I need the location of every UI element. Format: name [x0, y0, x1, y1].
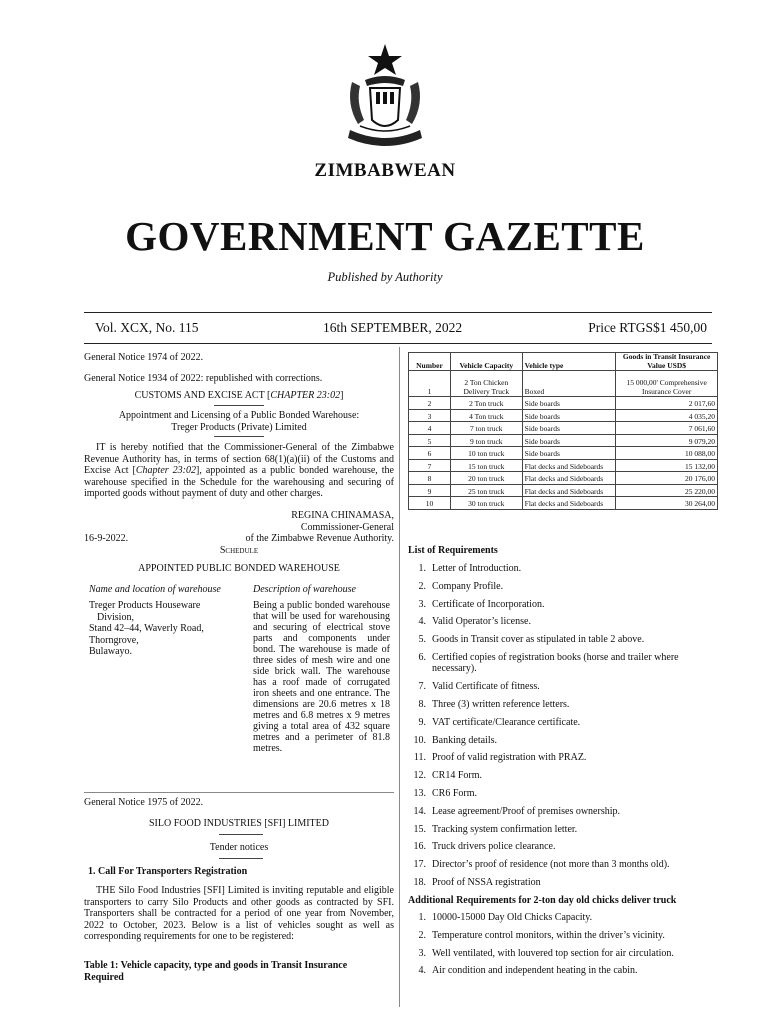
list-item-number: 4. [418, 616, 426, 628]
list-item-text: CR14 Form. [432, 770, 483, 782]
list-item [408, 965, 724, 976]
schedule-col-description-header: Description of warehouse [253, 584, 356, 595]
call-for-transporters-heading: 1. Call For Transporters Registration [88, 866, 248, 877]
table-row [409, 459, 718, 472]
list-item-text: Company Profile. [432, 580, 504, 592]
divider [219, 858, 263, 859]
row-number: 9 [409, 484, 451, 497]
row-insurance-value: 7 061,60 [616, 422, 718, 435]
list-item-text: Valid Operator’s license. [432, 616, 531, 628]
row-number: 2 [409, 397, 451, 410]
list-item [408, 770, 724, 781]
list-item-text: Three (3) written reference letters. [432, 698, 570, 710]
header-vehicle-capacity: Vehicle Capacity [450, 353, 522, 371]
row-number: 3 [409, 409, 451, 422]
list-item [408, 581, 724, 592]
list-item-text: Valid Certificate of fitness. [432, 681, 540, 693]
header-number: Number [409, 353, 451, 371]
row-vehicle-capacity: 7 ton truck [450, 422, 522, 435]
row-vehicle-type: Side boards [522, 397, 616, 410]
notice-1974-heading: General Notice 1974 of 2022. [84, 352, 204, 363]
list-item [408, 930, 724, 941]
row-vehicle-type: Side boards [522, 409, 616, 422]
schedule-label: Schedule [219, 545, 259, 556]
list-item-number: 13. [413, 787, 426, 799]
row-vehicle-type: Flat decks and Sideboards [522, 472, 616, 485]
coat-of-arms-emblem [340, 42, 430, 154]
list-item [408, 616, 724, 627]
table-row [409, 409, 718, 422]
list-item-number: 10. [413, 734, 426, 746]
list-item-text: Lease agreement/Proof of premises ownership. [432, 805, 620, 817]
row-vehicle-capacity: 15 ton truck [450, 459, 522, 472]
list-item-number: 18. [413, 876, 426, 888]
list-item [408, 652, 724, 675]
header-insurance-value: Goods in Transit Insurance Value USD$ [616, 353, 718, 371]
row-insurance-value: 25 220,00 [616, 484, 718, 497]
table-header-row [409, 353, 718, 371]
row-number: 1 [409, 371, 451, 397]
list-item-number: 5. [418, 634, 426, 646]
list-item-number: 8. [418, 698, 426, 710]
row-vehicle-type: Side boards [522, 434, 616, 447]
divider [214, 436, 264, 437]
list-item-number: 15. [413, 823, 426, 835]
row-insurance-value: 20 176,00 [616, 472, 718, 485]
row-number: 6 [409, 447, 451, 460]
list-item [408, 841, 724, 852]
list-item-number: 3. [418, 598, 426, 610]
list-item-text: 10000-15000 Day Old Chicks Capacity. [432, 912, 593, 923]
list-item-number: 14. [413, 805, 426, 817]
list-item-number: 1. [418, 912, 426, 923]
list-item [408, 859, 724, 870]
row-vehicle-capacity: 2 Ton truck [450, 397, 522, 410]
gazette-title: GOVERNMENT GAZETTE [125, 213, 645, 259]
row-insurance-value: 15 132,00 [616, 459, 718, 472]
row-vehicle-type: Flat decks and Sideboards [522, 497, 616, 510]
list-item [408, 634, 724, 645]
list-item-text: VAT certificate/Clearance certificate. [432, 716, 581, 728]
volume-number: Vol. XCX, No. 115 [95, 320, 199, 335]
signature-block: REGINA CHINAMASA, Commissioner-General [291, 510, 394, 533]
list-item-text: Letter of Introduction. [432, 563, 522, 574]
row-vehicle-capacity: 25 ton truck [450, 484, 522, 497]
table-row [409, 447, 718, 460]
column-divider [399, 347, 400, 1007]
row-number: 5 [409, 434, 451, 447]
vehicle-capacity-table [408, 352, 718, 510]
row-vehicle-type: Side boards [522, 422, 616, 435]
row-vehicle-capacity: 9 ton truck [450, 434, 522, 447]
list-item-number: 4. [418, 965, 426, 977]
list-item [408, 824, 724, 835]
list-item-number: 2. [418, 929, 426, 941]
list-item-number: 12. [413, 770, 426, 782]
notice-1975-heading: General Notice 1975 of 2022. [84, 797, 204, 808]
table-1-caption: Table 1: Vehicle capacity, type and goods in Transit Insurance Required [84, 960, 348, 983]
sfi-company-name: SILO FOOD INDUSTRIES [SFI] LIMITED [149, 818, 329, 829]
row-vehicle-capacity: 10 ton truck [450, 447, 522, 460]
row-insurance-value: 2 017,60 [616, 397, 718, 410]
list-item-text: Certificate of Incorporation. [432, 598, 545, 610]
row-number: 10 [409, 497, 451, 510]
row-insurance-value: 15 000,00' Comprehensive Insurance Cover [616, 371, 718, 397]
list-item-text: Temperature control monitors, within the driver’s vicinity. [432, 929, 665, 941]
list-item [408, 806, 724, 817]
list-item-number: 16. [413, 841, 426, 853]
list-item [408, 735, 724, 746]
list-item-number: 11. [413, 752, 426, 764]
list-item-number: 7. [418, 681, 426, 693]
row-insurance-value: 9 079,20 [616, 434, 718, 447]
schedule-title: APPOINTED PUBLIC BONDED WAREHOUSE [138, 563, 340, 574]
schedule-col-name-header: Name and location of warehouse [89, 584, 221, 595]
list-item-text: Proof of NSSA registration [432, 876, 541, 888]
notice-1974-body: IT is hereby notified that the Commissioner-General of the Zimbabwe Revenue Authority has, in terms of section 68(1)(a)(ii) of the Customs and Excise Act [Chapter 23:02], appointed as a public bonded warehouse, the warehouse specified in the Schedule for the warehousing and securing of imported goods without payment of duty and other charges. [84, 442, 395, 499]
signature-date-row: 16-9-2022. of the Zimbabwe Revenue Authority. [84, 533, 394, 544]
list-item-number: 9. [418, 716, 426, 728]
divider [219, 834, 263, 835]
warehouse-description: Being a public bonded warehouse that will be used for warehousing and securing of electrical stove parts and components under bond. The warehouse is made of three sides of mesh wire and one side brick wall. The warehouse has a roof made of corrugated iron sheets and one entrance. The dimensions are 20.6 metres x 18 metres and 6.8 metres x 9 metres giving a total area of 432 square metres and a perimeter of 81.8 metres. [253, 600, 390, 754]
header-vehicle-type: Vehicle type [522, 353, 616, 371]
list-item [408, 699, 724, 710]
row-vehicle-capacity: 4 Ton truck [450, 409, 522, 422]
list-item [408, 877, 724, 888]
table-row [409, 484, 718, 497]
masthead-top-rule [84, 312, 712, 313]
list-item [408, 717, 724, 728]
list-item [408, 681, 724, 692]
issue-price: Price RTGS$1 450,00 [588, 320, 707, 335]
table-row [409, 434, 718, 447]
list-item [408, 563, 724, 574]
row-vehicle-type: Flat decks and Sideboards [522, 459, 616, 472]
list-item-number: 1. [418, 563, 426, 574]
masthead-bottom-rule [84, 343, 712, 344]
row-number: 7 [409, 459, 451, 472]
row-vehicle-type: Flat decks and Sideboards [522, 484, 616, 497]
list-item-text: Certified copies of registration books (horse and trailer where necessary). [432, 651, 679, 675]
list-item [408, 599, 724, 610]
list-item [408, 912, 724, 923]
published-by-authority: Published by Authority [327, 270, 443, 284]
list-item-text: Director’s proof of residence (not more than 3 months old). [432, 859, 670, 871]
appointment-subject: Appointment and Licensing of a Public Bonded Warehouse: Treger Products (Private) Limited [118, 410, 360, 433]
table-row [409, 472, 718, 485]
list-item-text: Proof of valid registration with PRAZ. [432, 752, 587, 764]
table-row [409, 397, 718, 410]
row-vehicle-type: Side boards [522, 447, 616, 460]
requirements-list [408, 563, 724, 895]
list-item-number: 17. [413, 859, 426, 871]
list-item-text: Tracking system confirmation letter. [432, 823, 578, 835]
list-item-text: Banking details. [432, 734, 497, 746]
issue-date: 16th SEPTEMBER, 2022 [323, 320, 463, 335]
row-vehicle-type: Boxed [522, 371, 616, 397]
additional-requirements-list [408, 912, 724, 983]
row-insurance-value: 30 264,00 [616, 497, 718, 510]
table-row [409, 497, 718, 510]
row-insurance-value: 4 035,20 [616, 409, 718, 422]
list-item-number: 6. [418, 651, 426, 663]
notice-1975-body: THE Silo Food Industries [SFI] Limited is inviting reputable and eligible transporters to carry Silo Products and other goods as contracted by SFI. Transporters shall be contracted for a period of one year from November, 2022 to October, 2023. Below is a list of vehicles sought as well as corresponding requirements for one to be registered: [84, 885, 394, 942]
list-item [408, 788, 724, 799]
list-item [408, 948, 724, 959]
row-vehicle-capacity: 30 ton truck [450, 497, 522, 510]
requirements-heading: List of Requirements [408, 545, 498, 556]
customs-act-title: CUSTOMS AND EXCISE ACT [CHAPTER 23:02] [134, 390, 344, 401]
country-heading: ZIMBABWEAN [314, 160, 456, 181]
tender-notices-label: Tender notices [209, 842, 269, 853]
table-row [409, 371, 718, 397]
list-item-number: 3. [418, 947, 426, 959]
row-number: 8 [409, 472, 451, 485]
row-vehicle-capacity: 20 ton truck [450, 472, 522, 485]
list-item-text: Air condition and independent heating in the cabin. [432, 965, 638, 977]
row-vehicle-capacity: 2 Ton Chicken Delivery Truck [450, 371, 522, 397]
additional-requirements-heading: Additional Requirements for 2-ton day old chicks deliver truck [408, 895, 677, 906]
list-item-text: Goods in Transit cover as stipulated in table 2 above. [432, 634, 645, 646]
list-item-text: Truck drivers police clearance. [432, 841, 556, 853]
table-row [409, 422, 718, 435]
notice-separator-rule [84, 792, 394, 793]
list-item-text: Well ventilated, with louvered top section for air circulation. [432, 947, 674, 959]
list-item [408, 752, 724, 763]
divider [214, 405, 264, 406]
list-item-number: 2. [418, 580, 426, 592]
row-insurance-value: 10 088,00 [616, 447, 718, 460]
row-number: 4 [409, 422, 451, 435]
warehouse-name-location: Treger Products Houseware Division, Stand 42–44, Waverly Road, Thorngrove, Bulawayo. [89, 600, 204, 657]
notice-1934-republished: General Notice 1934 of 2022: republished with corrections. [84, 373, 323, 384]
list-item-text: CR6 Form. [432, 787, 478, 799]
